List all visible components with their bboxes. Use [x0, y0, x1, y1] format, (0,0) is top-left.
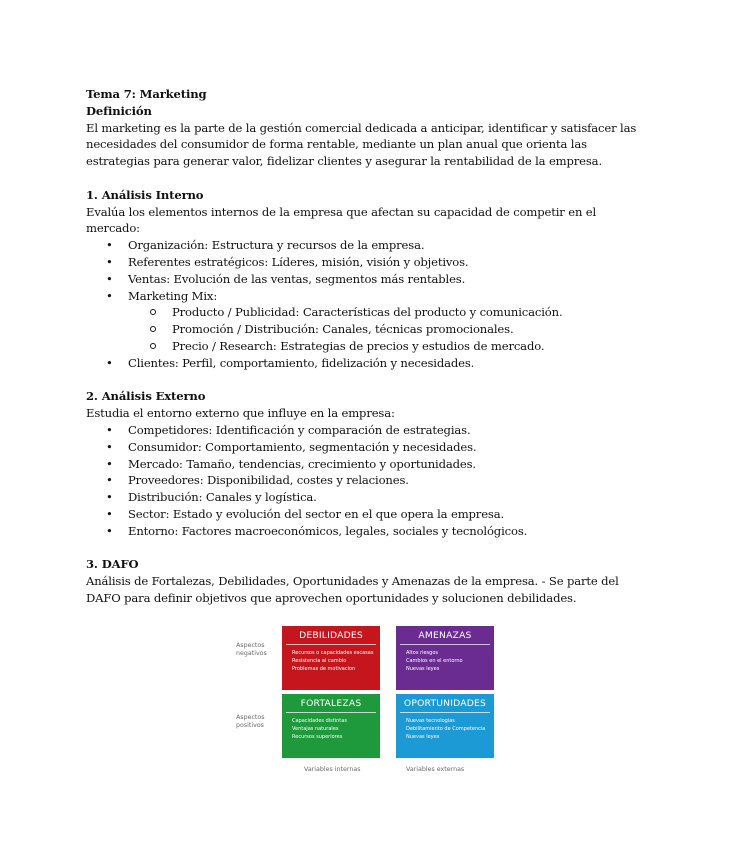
- list-item: • Entorno: Factores macroeconómicos, legales, sociales y tecnológicos.: [86, 523, 646, 540]
- document-title: Tema 7: Marketing: [86, 87, 207, 101]
- debilidades-box: [282, 626, 380, 690]
- external-intro: Estudia el entorno externo que influye en la empresa:: [86, 406, 395, 421]
- definition-line: El marketing es la parte de la gestión comercial dedicada a anticipar, identificar y satisfacer las: [86, 120, 637, 135]
- amenazas-box: [396, 626, 494, 690]
- list-item: • Competidores: Identificación y comparación de estrategias.: [86, 422, 646, 439]
- list-item: • Marketing Mix:: [86, 288, 646, 305]
- external-list: [86, 422, 646, 540]
- oportunidades-box: [396, 694, 494, 758]
- dafo-heading: 3. DAFO: [86, 557, 139, 572]
- list-item: Problemas de motivacion: [292, 665, 356, 672]
- internal-intro-line: Evalúa los elementos internos de la empresa que afectan su capacidad de competir en el: [86, 204, 597, 219]
- list-item: Debilitamiento de Competencia: [406, 725, 486, 732]
- list-item: Resistencia al cambio: [292, 657, 347, 664]
- sub-list-item: Precio / Research: Estrategias de precios y estudios de mercado.: [86, 338, 646, 355]
- internal-list: [86, 237, 646, 371]
- dafo-intro-line: DAFO para definir objetivos que aprovechen oportunidades y solucionen debilidades.: [86, 590, 577, 605]
- debilidades-title: DEBILIDADES: [286, 626, 376, 645]
- document-body: [86, 86, 646, 607]
- definition-line: estrategias para generar valor, fidelizar clientes y asegurar la rentabilidad de la empresa.: [86, 154, 602, 169]
- list-item: Nuevas leyes: [406, 665, 440, 672]
- list-item: • Distribución: Canales y logística.: [86, 489, 646, 506]
- list-item: • Organización: Estructura y recursos de la empresa.: [86, 237, 646, 254]
- list-item: • Sector: Estado y evolución del sector en el que opera la empresa.: [86, 506, 646, 523]
- definition-line: necesidades del consumidor de forma rentable, mediante un plan anual que orienta las: [86, 137, 587, 152]
- list-item: Cambios en el entorno: [406, 657, 463, 664]
- internal-variables-label: Variables internas: [304, 766, 361, 773]
- dafo-diagram: [230, 624, 500, 774]
- oportunidades-title: OPORTUNIDADES: [400, 694, 490, 713]
- sub-list-item: Producto / Publicidad: Características del producto y comunicación.: [86, 304, 646, 321]
- fortalezas-title: FORTALEZAS: [286, 694, 376, 713]
- list-item: Recursos superiores: [292, 733, 343, 740]
- amenazas-title: AMENAZAS: [400, 626, 490, 645]
- list-item: Recursos o capacidades escasas: [292, 650, 374, 656]
- internal-intro-line: mercado:: [86, 221, 140, 236]
- list-item: Altos riesgos: [406, 650, 438, 656]
- external-variables-label: Variables externas: [406, 766, 465, 773]
- fortalezas-box: [282, 694, 380, 758]
- list-item: Nuevas leyes: [406, 733, 440, 740]
- list-item: • Ventas: Evolución de las ventas, segmentos más rentables.: [86, 271, 646, 288]
- list-item: Ventajas naturales: [292, 725, 339, 732]
- list-item: • Mercado: Tamaño, tendencias, crecimiento y oportunidades.: [86, 456, 646, 473]
- external-analysis-heading: 2. Análisis Externo: [86, 389, 206, 404]
- list-item: • Referentes estratégicos: Líderes, misión, visión y objetivos.: [86, 254, 646, 271]
- list-item: • Clientes: Perfil, comportamiento, fidelización y necesidades.: [86, 355, 646, 372]
- sub-list-item: Promoción / Distribución: Canales, técnicas promocionales.: [86, 321, 646, 338]
- positive-aspects-label: Aspectos positivos: [236, 714, 265, 729]
- list-item: • Consumidor: Comportamiento, segmentación y necesidades.: [86, 439, 646, 456]
- negative-aspects-label: Aspectos negativos: [236, 642, 267, 657]
- list-item: • Proveedores: Disponibilidad, costes y relaciones.: [86, 472, 646, 489]
- internal-analysis-heading: 1. Análisis Interno: [86, 187, 204, 202]
- dafo-intro-line: Análisis de Fortalezas, Debilidades, Oportunidades y Amenazas de la empresa. - Se parte del: [86, 574, 619, 589]
- list-item: Nuevas tecnologias: [406, 718, 455, 724]
- list-item: Capacidades distintas: [292, 718, 347, 724]
- definition-heading: Definición: [86, 103, 152, 118]
